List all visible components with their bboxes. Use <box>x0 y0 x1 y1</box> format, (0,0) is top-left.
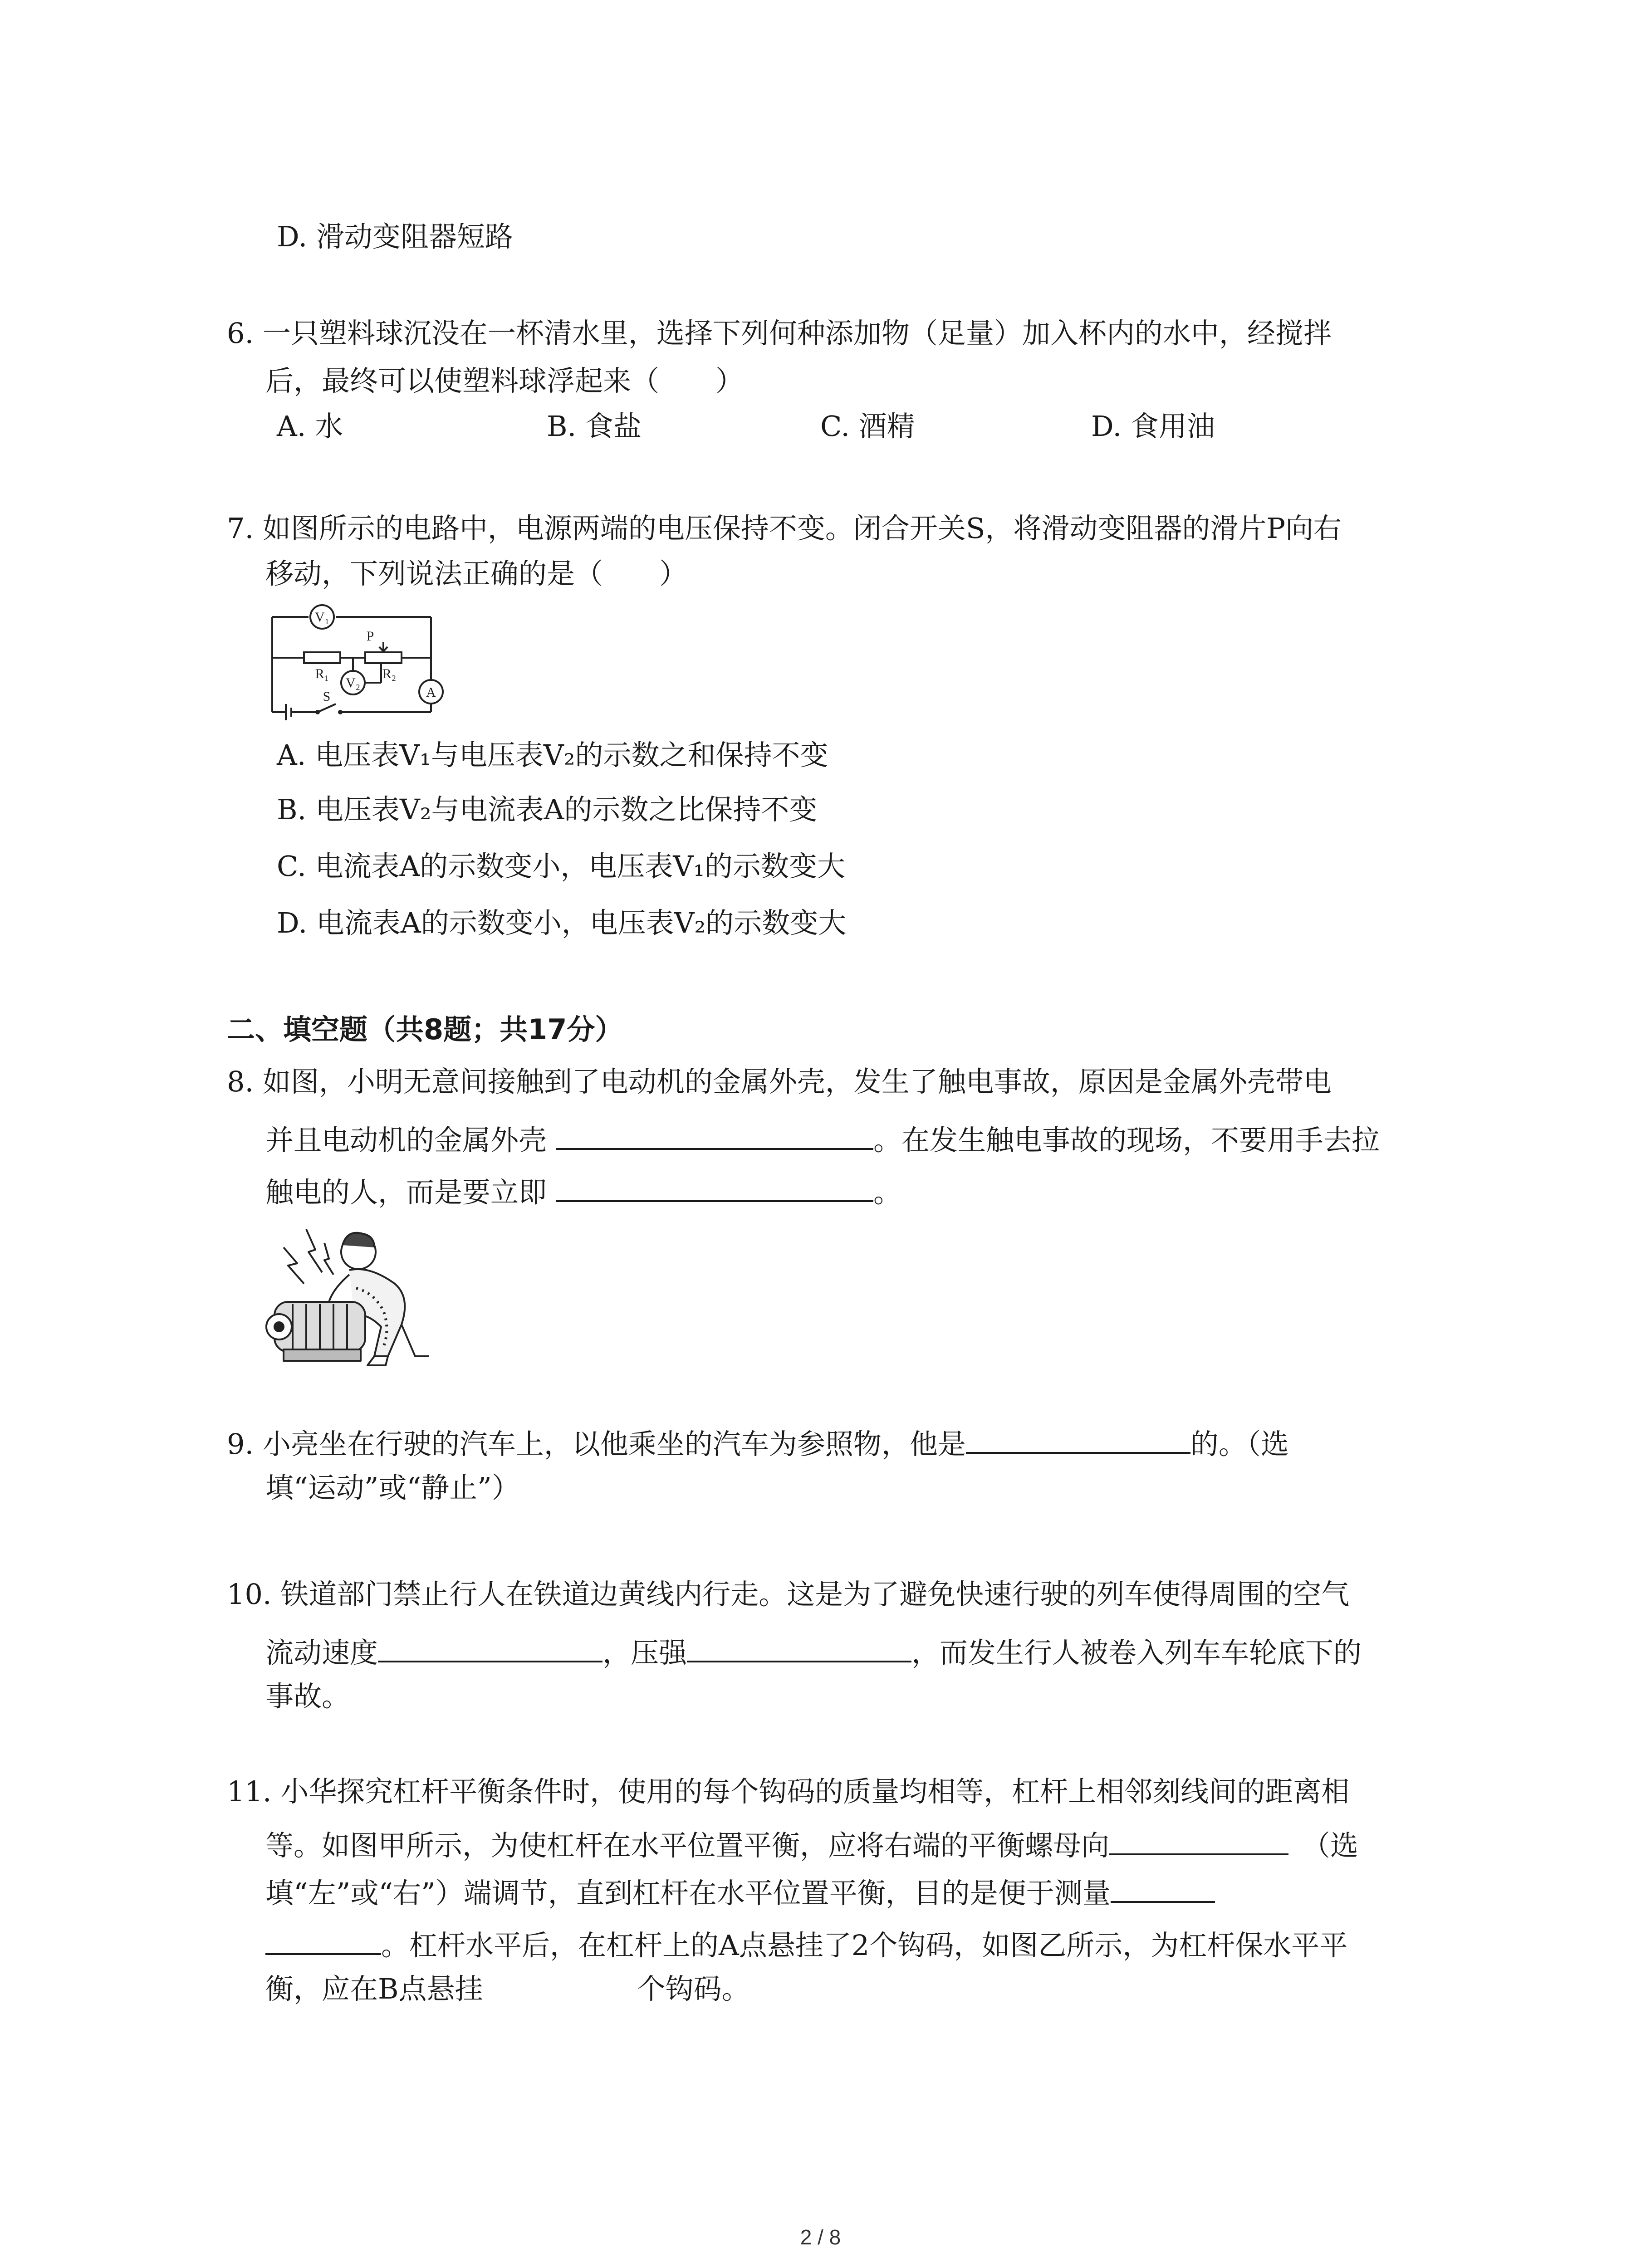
r2-label: R₂ <box>382 666 397 681</box>
v2-label: V₂ <box>345 675 361 690</box>
v1-label: V₁ <box>314 610 330 625</box>
q6-option-d: D. 食用油 <box>1091 410 1215 443</box>
q7-option-b: B. 电压表V₂与电流表A的示数之比保持不变 <box>277 793 818 826</box>
q8-blank-1[interactable] <box>556 1118 873 1150</box>
q10-line3: 事故。 <box>265 1680 350 1713</box>
q11-line3-text-a: 填“左”或“右”）端调节，直到杠杆在水平位置平衡，目的是便于测量 <box>265 1877 1111 1910</box>
q7-circuit-diagram <box>268 599 458 721</box>
q7-option-c: C. 电流表A的示数变小，电压表V₁的示数变大 <box>277 850 846 883</box>
q11-line2 <box>265 1823 1358 1864</box>
q7-stem-line2: 移动，下列说法正确的是（ ） <box>265 557 688 590</box>
a-label: A <box>426 685 436 700</box>
q10-line2-text-c: ，而发生行人被卷入列车车轮底下的 <box>911 1636 1362 1669</box>
q8-blank-2[interactable] <box>556 1170 873 1202</box>
q11-line5 <box>265 1971 750 2007</box>
s-label: S <box>323 689 331 704</box>
q10-line2-text-a: 流动速度 <box>265 1636 378 1669</box>
q11-line2-text-b: （选 <box>1302 1829 1359 1862</box>
q8-line2-text-a: 并且电动机的金属外壳 <box>265 1124 547 1157</box>
q11-blank-1[interactable] <box>1109 1823 1288 1855</box>
q8-line2 <box>265 1118 1380 1158</box>
q10-blank-1[interactable] <box>378 1631 603 1662</box>
q6-stem-line2: 后，最终可以使塑料球浮起来（ ） <box>265 364 744 397</box>
q6-option-c: C. 酒精 <box>820 410 915 443</box>
p-label: P <box>366 629 374 644</box>
q6-option-a: A. 水 <box>277 410 343 443</box>
q10-line1: 10. 铁道部门禁止行人在铁道边黄线内行走。这是为了避免快速行驶的列车使得周围的空气 <box>227 1578 1350 1611</box>
q11-line3 <box>265 1871 1215 1911</box>
q11-line5-text-b: 个钩码。 <box>637 1972 750 2005</box>
q11-line4-text-b: 。杠杆水平后，在杠杆上的A点悬挂了2个钩码，如图乙所示，为杠杆保水平平 <box>381 1929 1348 1962</box>
q11-line1: 11. 小华探究杠杆平衡条件时，使用的每个钩码的质量均相等，杠杆上相邻刻线间的距离相 <box>227 1775 1350 1808</box>
q9-line1-text-b: 的。（选 <box>1190 1427 1289 1461</box>
q11-line2-text-a: 等。如图甲所示，为使杠杆在水平位置平衡，应将右端的平衡螺母向 <box>265 1829 1110 1862</box>
r1-label: R₁ <box>315 666 329 681</box>
q10-line2 <box>265 1631 1362 1671</box>
q8-line3 <box>265 1170 901 1211</box>
q8-line3-text-a: 触电的人，而是要立即 <box>265 1176 547 1209</box>
page-number: 2 / 8 <box>800 2225 841 2249</box>
q11-line4 <box>265 1923 1347 1964</box>
q8-electric-shock-illustration <box>265 1220 456 1374</box>
q6-stem-line1: 6. 一只塑料球沉没在一杯清水里，选择下列何种添加物（足量）加入杯内的水中，经搅拌 <box>227 317 1332 350</box>
q7-stem-line1: 7. 如图所示的电路中，电源两端的电压保持不变。闭合开关S，将滑动变阻器的滑片P向右 <box>227 512 1342 545</box>
q11-line5-text-a: 衡，应在B点悬挂 <box>265 1972 483 2005</box>
q8-line2-text-b: 。在发生触电事故的现场，不要用手去拉 <box>873 1124 1380 1157</box>
q6-option-b: B. 食盐 <box>547 410 642 443</box>
q11-blank-2a[interactable] <box>1111 1871 1215 1903</box>
q7-option-d: D. 电流表A的示数变小，电压表V₂的示数变大 <box>277 906 847 939</box>
q11-blank-2b[interactable] <box>265 1923 381 1955</box>
q9-line2: 填“运动”或“静止”） <box>265 1471 520 1504</box>
q8-line1: 8. 如图，小明无意间接触到了电动机的金属外壳，发生了触电事故，原因是金属外壳带电 <box>227 1065 1332 1098</box>
q7-option-a: A. 电压表V₁与电压表V₂的示数之和保持不变 <box>277 738 828 772</box>
q9-line1 <box>227 1422 1289 1462</box>
q10-line2-text-b: ，压强 <box>603 1636 687 1669</box>
q9-blank[interactable] <box>966 1422 1190 1454</box>
q5-option-d: D. 滑动变阻器短路 <box>277 220 513 253</box>
q8-line3-text-b: 。 <box>873 1176 902 1209</box>
q9-line1-text-a: 9. 小亮坐在行驶的汽车上，以他乘坐的汽车为参照物，他是 <box>227 1427 966 1461</box>
q10-blank-2[interactable] <box>687 1631 911 1662</box>
section-heading: 二、填空题（共8题；共17分） <box>227 1013 623 1046</box>
